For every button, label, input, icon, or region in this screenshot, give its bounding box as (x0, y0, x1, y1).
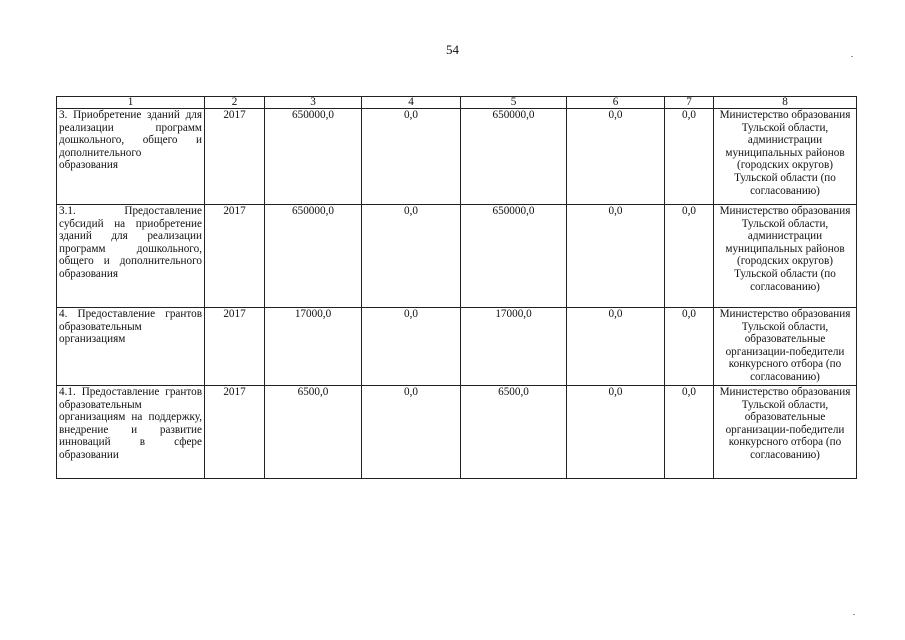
column-header: 4 (362, 97, 461, 109)
value-cell: 0,0 (665, 308, 714, 386)
value-cell: 0,0 (665, 109, 714, 205)
value-cell: 0,0 (362, 205, 461, 308)
year-cell: 2017 (205, 308, 265, 386)
table-row (57, 109, 857, 205)
value-cell: 0,0 (665, 386, 714, 479)
total-cell: 650000,0 (265, 109, 362, 205)
value-cell: 0,0 (567, 386, 665, 479)
total-cell: 17000,0 (265, 308, 362, 386)
measure-name-cell: 3. Приобретение зданий для реализации программ дошкольного, общего и дополнительного образования (57, 109, 205, 205)
table-row (57, 205, 857, 308)
value-cell: 0,0 (362, 308, 461, 386)
responsible-cell: Министерство образования Тульской области, образовательные организации-победители конкурсного отбора (по согласованию) (714, 308, 857, 386)
column-header: 8 (714, 97, 857, 109)
value-cell: 0,0 (567, 205, 665, 308)
value-cell: 0,0 (362, 109, 461, 205)
value-cell: 650000,0 (461, 205, 567, 308)
table-row (57, 386, 857, 479)
value-cell: 17000,0 (461, 308, 567, 386)
budget-table (56, 96, 857, 479)
total-cell: 6500,0 (265, 386, 362, 479)
measure-name-cell: 4. Предоставление грантов образовательным организациям (57, 308, 205, 386)
header-row (57, 97, 857, 109)
value-cell: 0,0 (362, 386, 461, 479)
scan-speck (853, 614, 855, 615)
value-cell: 0,0 (567, 308, 665, 386)
year-cell: 2017 (205, 386, 265, 479)
value-cell: 650000,0 (461, 109, 567, 205)
year-cell: 2017 (205, 109, 265, 205)
responsible-cell: Министерство образования Тульской области, образовательные организации-победители конкурсного отбора (по согласованию) (714, 386, 857, 479)
responsible-cell: Министерство образования Тульской области, администрации муниципальных районов (городских округов) Тульской области (по согласованию) (714, 205, 857, 308)
column-header: 6 (567, 97, 665, 109)
column-header: 3 (265, 97, 362, 109)
measure-name-cell: 3.1. Предоставление субсидий на приобретение зданий для реализации программ дошкольного, общего и дополнительного образования (57, 205, 205, 308)
value-cell: 0,0 (567, 109, 665, 205)
scan-speck (851, 56, 853, 57)
total-cell: 650000,0 (265, 205, 362, 308)
column-header: 1 (57, 97, 205, 109)
measure-name-cell: 4.1. Предоставление грантов образовательным организациям на поддержку, внедрение и развитие инноваций в сфере образовании (57, 386, 205, 479)
column-header: 2 (205, 97, 265, 109)
responsible-cell: Министерство образования Тульской области, администрации муниципальных районов (городских округов) Тульской области (по согласованию) (714, 109, 857, 205)
table-row (57, 308, 857, 386)
column-header: 5 (461, 97, 567, 109)
page-number: 54 (446, 42, 459, 57)
value-cell: 6500,0 (461, 386, 567, 479)
column-header: 7 (665, 97, 714, 109)
value-cell: 0,0 (665, 205, 714, 308)
year-cell: 2017 (205, 205, 265, 308)
